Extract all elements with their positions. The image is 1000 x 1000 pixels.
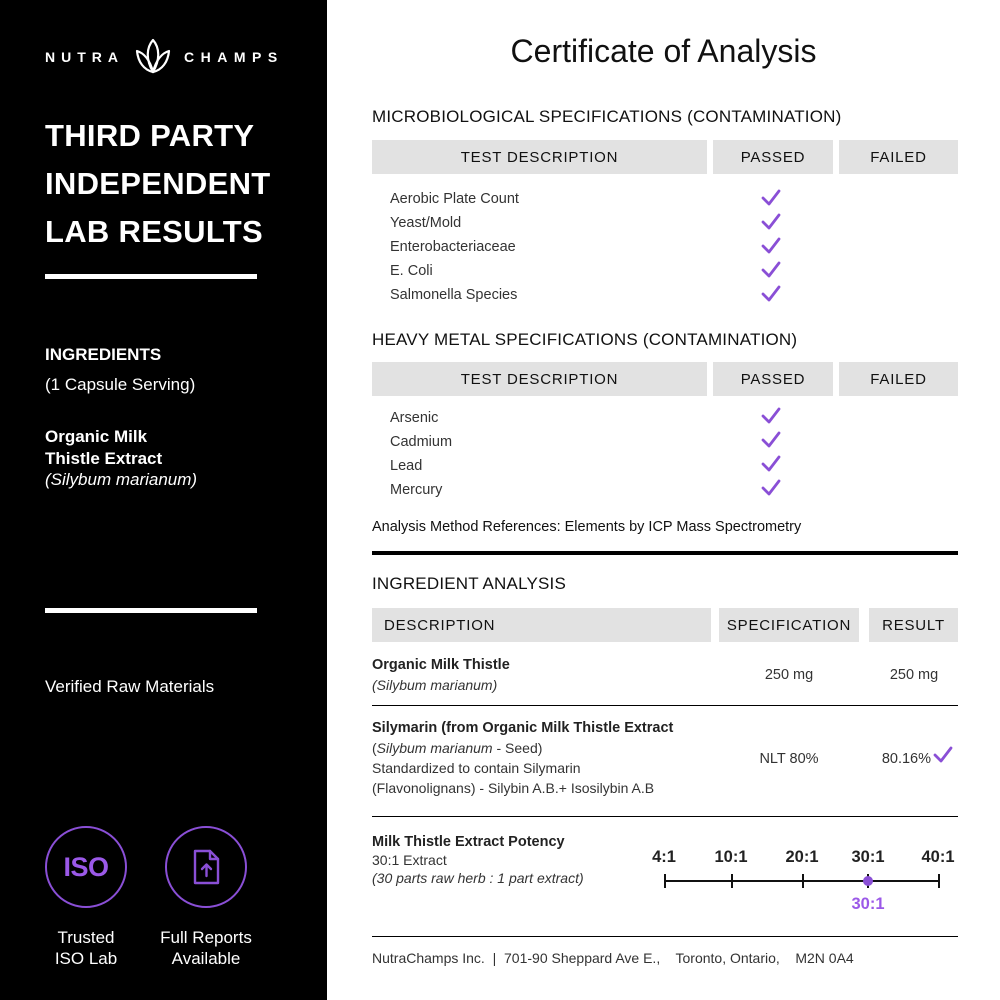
page-title: Certificate of Analysis [510,33,817,69]
analysis-row-sub [372,740,542,756]
analysis-row-result: 250 mg [889,667,939,683]
divider [45,608,257,613]
potency-marker [863,876,873,886]
iso-badge-label [26,927,146,969]
row-divider [372,816,958,817]
micro-header-test-description: TEST DESCRIPTION [372,140,707,174]
micro-row-label: Yeast/Mold [390,215,462,231]
micro-row-label: Aerobic Plate Count [390,191,519,207]
badge-label-line: ISO Lab [54,949,118,968]
ingredient-name-line: Thistle Extract [45,449,163,468]
metal-row-label: Cadmium [390,434,453,450]
scale-label: 10:1 [714,848,748,866]
iso-badge [45,826,127,908]
check-icon [761,260,781,280]
scale-tick [802,874,804,888]
ingredients-title: INGREDIENTS [45,345,162,364]
ingredient-latin-name: (Silybum marianum) [45,470,198,489]
analysis-row-sub: 30:1 Extract [372,852,447,868]
divider [45,274,257,279]
scale-tick [664,874,666,888]
scale-label: 40:1 [921,848,955,866]
metal-header-test-description: TEST DESCRIPTION [372,362,707,396]
latin-text: Silybum marianum [376,740,493,756]
text: - Seed) [492,740,543,756]
analysis-row-sub: (Flavonolignans) - Silybin A.B.+ Isosilybin A.B [372,780,655,796]
ingredients-serving: (1 Capsule Serving) [45,375,196,394]
text: ( [372,740,377,756]
full-reports-badge[interactable] [165,826,247,908]
micro-row-label: Salmonella Species [390,287,518,303]
micro-header-passed: PASSED [713,140,833,174]
analysis-row-name: Organic Milk Thistle [372,657,510,673]
scale-tick [938,874,940,888]
hero-line: INDEPENDENT [45,166,271,201]
lotus-leaf-icon [132,36,174,78]
certificate-content [327,0,1000,1000]
check-icon [761,478,781,498]
check-icon [761,188,781,208]
scale-label: 4:1 [652,848,676,866]
microbiological-section-title: MICROBIOLOGICAL SPECIFICATIONS (CONTAMINATION) [372,107,842,126]
metal-row-label: Mercury [390,482,443,498]
hero-line: LAB RESULTS [45,214,263,249]
analysis-method-reference: Analysis Method References: Elements by ICP Mass Spectrometry [372,519,802,535]
check-icon [761,284,781,304]
analysis-header-description: DESCRIPTION [372,608,711,642]
check-icon [761,236,781,256]
analysis-header-result: RESULT [869,608,958,642]
micro-row-label: Enterobacteriaceae [390,239,516,255]
badge-label-line: Full Reports [160,928,252,947]
check-icon [761,430,781,450]
micro-header-failed: FAILED [839,140,958,174]
analysis-row-spec: 250 mg [764,667,814,683]
micro-row-label: E. Coli [390,263,433,279]
check-icon [933,745,953,765]
heavy-metal-section-title: HEAVY METAL SPECIFICATIONS (CONTAMINATION) [372,330,798,349]
scale-label: 30:1 [851,848,885,866]
analysis-row-name: Silymarin (from Organic Milk Thistle Extract [372,720,674,736]
metal-row-label: Arsenic [390,410,439,426]
hero-heading [45,112,315,256]
brand-name-left: NUTRA [45,49,124,65]
hero-line: THIRD PARTY [45,118,255,153]
ingredient-name-line: Organic Milk [45,427,148,446]
analysis-header-specification: SPECIFICATION [719,608,859,642]
ingredient-name [45,426,162,470]
analysis-row-latin: (Silybum marianum) [372,677,498,693]
check-icon [761,212,781,232]
check-icon [761,406,781,426]
metal-row-label: Lead [390,458,423,474]
analysis-row-name: Milk Thistle Extract Potency [372,834,565,850]
potency-value: 30:1 [851,895,885,913]
brand-name-right: CHAMPS [184,49,284,65]
analysis-row-sub: (30 parts raw herb : 1 part extract) [372,870,584,886]
iso-icon: ISO [63,851,109,882]
ingredient-analysis-title: INGREDIENT ANALYSIS [372,574,567,593]
sidebar [0,0,327,1000]
company-address: NutraChamps Inc. | 701-90 Sheppard Ave E., Toronto, Ontario, M2N 0A4 [372,950,854,966]
metal-header-passed: PASSED [713,362,833,396]
metal-header-failed: FAILED [839,362,958,396]
brand-logo[interactable] [45,36,285,78]
footer-divider [372,936,958,937]
file-upload-icon [189,848,223,886]
section-divider [372,551,958,555]
scale-tick [731,874,733,888]
badge-label-line: Available [171,949,241,968]
analysis-row-spec: NLT 80% [759,751,819,767]
full-reports-badge-label [146,927,266,969]
verified-raw-materials: Verified Raw Materials [45,677,215,696]
scale-label: 20:1 [785,848,819,866]
analysis-row-sub: Standardized to contain Silymarin [372,760,581,776]
badge-label-line: Trusted [57,928,115,947]
row-divider [372,705,958,706]
analysis-row-result: 80.16% [881,751,931,767]
check-icon [761,454,781,474]
